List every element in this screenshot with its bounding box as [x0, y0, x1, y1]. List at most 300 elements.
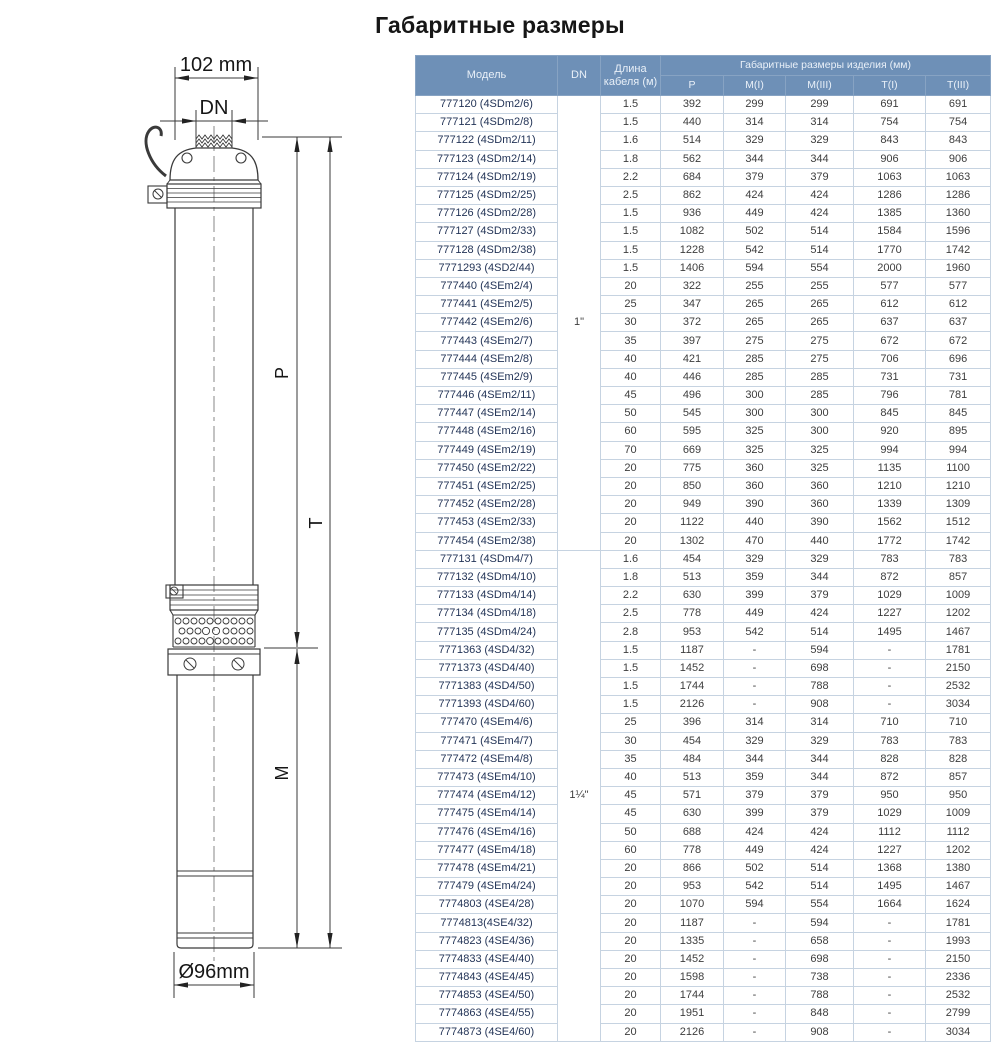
dimension-value-cell: -	[724, 950, 786, 968]
dimension-value-cell: 1009	[926, 805, 991, 823]
dimension-value-cell: 906	[854, 150, 926, 168]
table-row	[416, 696, 991, 714]
dimension-value-cell: 1135	[854, 459, 926, 477]
dimension-value-cell: 325	[724, 423, 786, 441]
dimension-value-cell: 322	[661, 277, 724, 295]
cable-length-cell: 20	[601, 859, 661, 877]
table-row	[416, 950, 991, 968]
dimension-value-cell: 637	[854, 314, 926, 332]
cable-length-cell: 20	[601, 514, 661, 532]
dimension-value-cell: 1187	[661, 641, 724, 659]
dimension-value-cell: 994	[926, 441, 991, 459]
dimension-value-cell: 950	[926, 787, 991, 805]
dimension-value-cell: -	[854, 678, 926, 696]
table-row	[416, 441, 991, 459]
dimension-value-cell: 1029	[854, 587, 926, 605]
table-row	[416, 332, 991, 350]
dimension-value-cell: -	[854, 950, 926, 968]
dimension-value-cell: -	[724, 696, 786, 714]
table-row	[416, 859, 991, 877]
table-row	[416, 387, 991, 405]
model-cell: 777447 (4SEm2/14)	[416, 405, 558, 423]
dimension-value-cell: 1584	[854, 223, 926, 241]
dimension-value-cell: 950	[854, 787, 926, 805]
dimension-value-cell: 379	[786, 787, 854, 805]
dimension-value-cell: -	[724, 641, 786, 659]
cable-length-cell: 1.8	[601, 568, 661, 586]
dimension-value-cell: 906	[926, 150, 991, 168]
pump-technical-drawing	[120, 40, 400, 1000]
cable-length-cell: 45	[601, 787, 661, 805]
table-row	[416, 714, 991, 732]
dimension-value-cell: 496	[661, 387, 724, 405]
dimension-value-cell: 390	[786, 514, 854, 532]
dimension-value-cell: 454	[661, 732, 724, 750]
cable-length-cell: 1.6	[601, 132, 661, 150]
dimension-value-cell: 513	[661, 568, 724, 586]
model-cell: 777472 (4SEm4/8)	[416, 750, 558, 768]
dimension-value-cell: 637	[926, 314, 991, 332]
dimension-value-cell: 513	[661, 768, 724, 786]
model-cell: 777121 (4SDm2/8)	[416, 114, 558, 132]
dimension-value-cell: 1380	[926, 859, 991, 877]
table-row	[416, 514, 991, 532]
dimension-value-cell: 314	[786, 714, 854, 732]
dimension-value-cell: 470	[724, 532, 786, 550]
model-cell: 777448 (4SEm2/16)	[416, 423, 558, 441]
dimension-value-cell: 514	[661, 132, 724, 150]
table-row	[416, 459, 991, 477]
dimension-value-cell: 845	[926, 405, 991, 423]
model-cell: 777440 (4SEm2/4)	[416, 277, 558, 295]
dimension-value-cell: 1406	[661, 259, 724, 277]
dimension-value-cell: 1286	[854, 186, 926, 204]
dimension-value-cell: 2126	[661, 696, 724, 714]
dimension-value-cell: 399	[724, 587, 786, 605]
dimension-value-cell: 828	[926, 750, 991, 768]
dimension-value-cell: 449	[724, 605, 786, 623]
table-row	[416, 423, 991, 441]
dimension-value-cell: 669	[661, 441, 724, 459]
dimension-value-cell: 1664	[854, 896, 926, 914]
dim-102mm-label: 102 mm	[179, 54, 253, 76]
dimension-value-cell: 857	[926, 568, 991, 586]
table-row	[416, 314, 991, 332]
cable-length-cell: 30	[601, 732, 661, 750]
dimension-value-cell: -	[854, 696, 926, 714]
dimension-value-cell: 936	[661, 205, 724, 223]
dimension-value-cell: 344	[724, 150, 786, 168]
dimension-value-cell: 698	[786, 659, 854, 677]
dimension-value-cell: -	[724, 1005, 786, 1023]
model-cell: 777475 (4SEm4/14)	[416, 805, 558, 823]
model-cell: 777479 (4SEm4/24)	[416, 878, 558, 896]
cable-length-cell: 20	[601, 277, 661, 295]
dimension-value-cell: 783	[926, 732, 991, 750]
model-cell: 777470 (4SEm4/6)	[416, 714, 558, 732]
dimension-value-cell: 360	[724, 477, 786, 495]
cable-length-cell: 1.5	[601, 96, 661, 114]
table-row	[416, 878, 991, 896]
dimension-value-cell: 672	[854, 332, 926, 350]
dimension-value-cell: 1286	[926, 186, 991, 204]
dimension-value-cell: 392	[661, 96, 724, 114]
dimension-value-cell: -	[854, 659, 926, 677]
col-header-t3: T(III)	[926, 76, 991, 96]
dimension-value-cell: 314	[724, 714, 786, 732]
dn-cell: 1¼"	[558, 550, 601, 1041]
dimension-value-cell: 344	[786, 768, 854, 786]
dimension-value-cell: 1202	[926, 605, 991, 623]
dimension-value-cell: 1228	[661, 241, 724, 259]
dimension-value-cell: 542	[724, 878, 786, 896]
dimensions-table	[415, 55, 991, 1042]
dimension-value-cell: 424	[724, 823, 786, 841]
dimension-value-cell: 1770	[854, 241, 926, 259]
table-row	[416, 405, 991, 423]
dimension-value-cell: 424	[786, 841, 854, 859]
table-row	[416, 368, 991, 386]
dimension-value-cell: 344	[786, 568, 854, 586]
dimension-value-cell: 285	[724, 350, 786, 368]
cable-length-cell: 35	[601, 332, 661, 350]
dimension-value-cell: 908	[786, 1023, 854, 1041]
cable-length-cell: 25	[601, 296, 661, 314]
model-cell: 7774833 (4SE4/40)	[416, 950, 558, 968]
dimension-value-cell: 2532	[926, 987, 991, 1005]
model-cell: 777452 (4SEm2/28)	[416, 496, 558, 514]
dimension-value-cell: 3034	[926, 1023, 991, 1041]
cable-length-cell: 2.2	[601, 168, 661, 186]
cable-length-cell: 1.5	[601, 241, 661, 259]
col-header-p: P	[661, 76, 724, 96]
col-header-model: Модель	[416, 56, 558, 96]
model-cell: 777132 (4SDm4/10)	[416, 568, 558, 586]
model-cell: 7774853 (4SE4/50)	[416, 987, 558, 1005]
dimension-value-cell: 329	[724, 132, 786, 150]
table-row	[416, 186, 991, 204]
dimension-value-cell: 691	[854, 96, 926, 114]
dimension-value-cell: 872	[854, 768, 926, 786]
cable-length-cell: 50	[601, 823, 661, 841]
dimension-value-cell: 843	[926, 132, 991, 150]
dimension-value-cell: 325	[786, 459, 854, 477]
cable-length-cell: 1.5	[601, 205, 661, 223]
dimension-value-cell: 796	[854, 387, 926, 405]
col-header-m1: M(I)	[724, 76, 786, 96]
model-cell: 777476 (4SEm4/16)	[416, 823, 558, 841]
dimension-value-cell: 857	[926, 768, 991, 786]
dimension-value-cell: 698	[786, 950, 854, 968]
model-cell: 777450 (4SEm2/22)	[416, 459, 558, 477]
dimension-value-cell: 300	[724, 405, 786, 423]
dimension-value-cell: 265	[786, 296, 854, 314]
dimension-value-cell: 710	[854, 714, 926, 732]
dim-dn-label: DN	[199, 97, 229, 119]
dimension-value-cell: 3034	[926, 696, 991, 714]
model-cell: 777445 (4SEm2/9)	[416, 368, 558, 386]
table-row	[416, 205, 991, 223]
dimension-value-cell: 446	[661, 368, 724, 386]
dimension-value-cell: 255	[786, 277, 854, 295]
cable-length-cell: 2.2	[601, 587, 661, 605]
dimension-value-cell: 1495	[854, 878, 926, 896]
dimension-value-cell: 843	[854, 132, 926, 150]
dimension-value-cell: 2336	[926, 969, 991, 987]
dimension-value-cell: 783	[854, 732, 926, 750]
model-cell: 777443 (4SEm2/7)	[416, 332, 558, 350]
table-row	[416, 932, 991, 950]
dimension-value-cell: 275	[724, 332, 786, 350]
dimension-value-cell: 2799	[926, 1005, 991, 1023]
cable-length-cell: 25	[601, 714, 661, 732]
dimension-value-cell: 672	[926, 332, 991, 350]
dimension-value-cell: 502	[724, 859, 786, 877]
dimension-value-cell: 397	[661, 332, 724, 350]
dimension-value-cell: 1112	[854, 823, 926, 841]
dimension-value-cell: 329	[786, 132, 854, 150]
model-cell: 7771293 (4SD2/44)	[416, 259, 558, 277]
dimension-value-cell: 1009	[926, 587, 991, 605]
dimension-value-cell: 775	[661, 459, 724, 477]
dimension-value-cell: 731	[926, 368, 991, 386]
dimension-value-cell: 691	[926, 96, 991, 114]
dimension-value-cell: 379	[786, 587, 854, 605]
model-cell: 7771363 (4SD4/32)	[416, 641, 558, 659]
cable-length-cell: 2.5	[601, 605, 661, 623]
cable-length-cell: 20	[601, 1023, 661, 1041]
table-row	[416, 678, 991, 696]
dimension-value-cell: 1122	[661, 514, 724, 532]
dimension-value-cell: 502	[724, 223, 786, 241]
cable-length-cell: 40	[601, 768, 661, 786]
dimension-value-cell: 379	[724, 168, 786, 186]
table-row	[416, 841, 991, 859]
col-header-t1: T(I)	[854, 76, 926, 96]
dimension-value-cell: 285	[786, 368, 854, 386]
dimension-value-cell: 299	[786, 96, 854, 114]
dimension-value-cell: 1951	[661, 1005, 724, 1023]
model-cell: 777122 (4SDm2/11)	[416, 132, 558, 150]
dimension-value-cell: 1742	[926, 532, 991, 550]
dimension-value-cell: 514	[786, 223, 854, 241]
model-cell: 7771373 (4SD4/40)	[416, 659, 558, 677]
table-row	[416, 805, 991, 823]
dimension-value-cell: -	[724, 969, 786, 987]
dimension-value-cell: 1187	[661, 914, 724, 932]
dimension-value-cell: -	[724, 932, 786, 950]
dimension-value-cell: 630	[661, 587, 724, 605]
dimension-value-cell: 1082	[661, 223, 724, 241]
table-row	[416, 132, 991, 150]
dimension-value-cell: 1624	[926, 896, 991, 914]
model-cell: 7771383 (4SD4/50)	[416, 678, 558, 696]
cable-length-cell: 20	[601, 914, 661, 932]
model-cell: 777128 (4SDm2/38)	[416, 241, 558, 259]
dimension-value-cell: 1063	[926, 168, 991, 186]
dimension-value-cell: 1210	[854, 477, 926, 495]
dimension-value-cell: -	[854, 641, 926, 659]
col-header-group: Габаритные размеры изделия (мм)	[661, 56, 991, 76]
model-cell: 777478 (4SEm4/21)	[416, 859, 558, 877]
table-row	[416, 350, 991, 368]
dimension-value-cell: 440	[724, 514, 786, 532]
dimension-value-cell: 994	[854, 441, 926, 459]
table-row	[416, 496, 991, 514]
dimension-value-cell: 1029	[854, 805, 926, 823]
model-cell: 777473 (4SEm4/10)	[416, 768, 558, 786]
dimension-value-cell: 706	[854, 350, 926, 368]
dimension-value-cell: -	[854, 914, 926, 932]
dimension-value-cell: 658	[786, 932, 854, 950]
dimension-value-cell: 390	[724, 496, 786, 514]
dimension-value-cell: 265	[724, 296, 786, 314]
dimension-value-cell: 783	[926, 550, 991, 568]
cable-length-cell: 20	[601, 878, 661, 896]
table-row	[416, 623, 991, 641]
model-cell: 7774843 (4SE4/45)	[416, 969, 558, 987]
dimension-value-cell: 2126	[661, 1023, 724, 1041]
cable-length-cell: 20	[601, 950, 661, 968]
model-cell: 777135 (4SDm4/24)	[416, 623, 558, 641]
dimension-value-cell: 379	[786, 805, 854, 823]
dimension-value-cell: 1339	[854, 496, 926, 514]
dimension-value-cell: 1467	[926, 878, 991, 896]
model-cell: 777444 (4SEm2/8)	[416, 350, 558, 368]
dimension-value-cell: 329	[786, 550, 854, 568]
cable-length-cell: 20	[601, 477, 661, 495]
model-cell: 777131 (4SDm4/7)	[416, 550, 558, 568]
dimension-value-cell: 594	[724, 896, 786, 914]
model-cell: 777471 (4SEm4/7)	[416, 732, 558, 750]
cable-length-cell: 20	[601, 459, 661, 477]
table-row	[416, 823, 991, 841]
table-row	[416, 259, 991, 277]
dn-cell: 1"	[558, 96, 601, 551]
cable-length-cell: 40	[601, 350, 661, 368]
table-row	[416, 659, 991, 677]
dimension-value-cell: 895	[926, 423, 991, 441]
table-row	[416, 223, 991, 241]
dimension-value-cell: 731	[854, 368, 926, 386]
dimension-value-cell: 594	[786, 641, 854, 659]
page-title: Габаритные размеры	[375, 12, 625, 38]
cable-length-cell: 45	[601, 387, 661, 405]
dimension-value-cell: 612	[926, 296, 991, 314]
dimension-value-cell: 1467	[926, 623, 991, 641]
dimension-value-cell: 542	[724, 623, 786, 641]
col-header-cable: Длина кабеля (м)	[601, 56, 661, 96]
dimension-value-cell: 1202	[926, 841, 991, 859]
dimension-value-cell: 314	[724, 114, 786, 132]
table-row	[416, 605, 991, 623]
dimension-value-cell: 778	[661, 605, 724, 623]
cable-length-cell: 40	[601, 368, 661, 386]
dimension-value-cell: 424	[786, 823, 854, 841]
dimension-value-cell: 1495	[854, 623, 926, 641]
dim-diameter-label: Ø96mm	[178, 961, 250, 983]
dimension-value-cell: 953	[661, 623, 724, 641]
dimension-value-cell: 396	[661, 714, 724, 732]
dimension-value-cell: 554	[786, 896, 854, 914]
dimension-value-cell: 344	[786, 750, 854, 768]
dimension-value-cell: 738	[786, 969, 854, 987]
dimension-value-cell: 630	[661, 805, 724, 823]
cable-length-cell: 50	[601, 405, 661, 423]
table-row	[416, 1023, 991, 1041]
table-row	[416, 96, 991, 114]
dimension-value-cell: 329	[786, 732, 854, 750]
cable-length-cell: 1.5	[601, 259, 661, 277]
cable-hook	[146, 127, 166, 176]
cable-length-cell: 1.6	[601, 550, 661, 568]
table-row	[416, 641, 991, 659]
dimension-value-cell: 379	[724, 787, 786, 805]
cable-length-cell: 45	[601, 805, 661, 823]
dimension-value-cell: 1385	[854, 205, 926, 223]
model-cell: 777474 (4SEm4/12)	[416, 787, 558, 805]
table-row	[416, 914, 991, 932]
dimension-value-cell: -	[854, 987, 926, 1005]
model-cell: 777453 (4SEm2/33)	[416, 514, 558, 532]
model-cell: 777120 (4SDm2/6)	[416, 96, 558, 114]
dimension-value-cell: -	[854, 1005, 926, 1023]
dimension-value-cell: 440	[661, 114, 724, 132]
col-header-dn: DN	[558, 56, 601, 96]
cable-length-cell: 1.5	[601, 223, 661, 241]
cable-length-cell: 1.5	[601, 114, 661, 132]
dimension-value-cell: 314	[786, 114, 854, 132]
dimension-value-cell: 872	[854, 568, 926, 586]
dimension-value-cell: 562	[661, 150, 724, 168]
cable-length-cell: 70	[601, 441, 661, 459]
dimension-value-cell: 344	[786, 150, 854, 168]
dimension-value-cell: 554	[786, 259, 854, 277]
dimension-value-cell: 1112	[926, 823, 991, 841]
dimension-value-cell: 1063	[854, 168, 926, 186]
dimension-value-cell: 344	[724, 750, 786, 768]
dimension-value-cell: 360	[786, 477, 854, 495]
dimension-value-cell: 2532	[926, 678, 991, 696]
dimension-value-cell: 788	[786, 987, 854, 1005]
table-row	[416, 150, 991, 168]
cable-length-cell: 1.5	[601, 659, 661, 677]
table-row	[416, 768, 991, 786]
dimension-value-cell: 949	[661, 496, 724, 514]
table-body	[416, 96, 991, 1042]
dimension-value-cell: 300	[786, 405, 854, 423]
dimension-value-cell: 845	[854, 405, 926, 423]
model-cell: 777127 (4SDm2/33)	[416, 223, 558, 241]
dimension-value-cell: 1302	[661, 532, 724, 550]
dimension-value-cell: 1993	[926, 932, 991, 950]
table-row	[416, 787, 991, 805]
dimension-value-cell: 1309	[926, 496, 991, 514]
dimension-value-cell: 514	[786, 859, 854, 877]
dimension-value-cell: 866	[661, 859, 724, 877]
cable-length-cell: 20	[601, 532, 661, 550]
dimension-value-cell: 359	[724, 568, 786, 586]
dimension-value-cell: 571	[661, 787, 724, 805]
dimension-value-cell: 594	[786, 914, 854, 932]
model-cell: 777441 (4SEm2/5)	[416, 296, 558, 314]
model-cell: 777124 (4SDm2/19)	[416, 168, 558, 186]
dimension-value-cell: -	[724, 1023, 786, 1041]
dimension-value-cell: 360	[786, 496, 854, 514]
dimension-value-cell: 953	[661, 878, 724, 896]
model-cell: 777134 (4SDm4/18)	[416, 605, 558, 623]
dimension-value-cell: 1100	[926, 459, 991, 477]
